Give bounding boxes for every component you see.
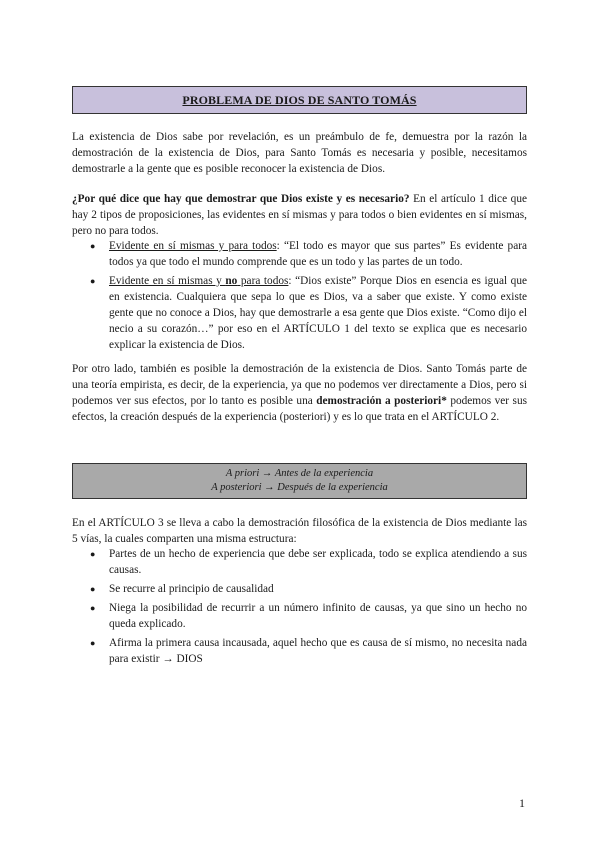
list-item [72,273,527,353]
bullet-icon: ● [90,241,96,251]
list-item [72,600,527,632]
list-item-text: Afirma la primera causa incausada, aquel hecho que es causa de sí mismo, no necesita nada para existir → DIOS [109,637,527,665]
question-text: ¿Por qué dice que hay que demostrar que Dios existe y es necesario? [72,193,410,205]
definition-line-aposteriori: A posteriori → Después de la experiencia [211,482,388,493]
five-ways-list [72,546,527,670]
proposition-label-b: para todos [237,275,289,287]
definition-line-apriori: A priori → Antes de la experiencia [225,468,374,479]
article3-paragraph: En el ARTÍCULO 3 se lleva a cabo la demostración filosófica de la existencia de Dios mediante las 5 vías, la cuales comparten una misma estructura: [72,517,527,545]
aposteriori-text-a: Por otro lado, también es posible la demostración de la existencia de Dios. Santo Tomás parte de una teoría empirista, es decir, de la experiencia, ya que no podemos ver directamente a Dios, pero si podemos ver sus efectos, por lo tanto es posible una [72,363,527,407]
list-item-text: Niega la posibilidad de recurrir a un número infinito de causas, ya que sino un hecho no queda explicado. [109,602,527,630]
intro-paragraph: La existencia de Dios sabe por revelación, es un preámbulo de fe, demuestra por la razón la demostración de la existencia de Dios, para Santo Tomás es necesaria y posible, necesitamos demostrarle a la gente que es posible reconocer la existencia de Dios. [72,131,527,175]
title-box [72,86,527,114]
list-item [72,238,527,270]
proposition-label-no: no [225,275,238,287]
list-item-text: Se recurre al principio de causalidad [109,583,274,595]
proposition-label: Evidente en sí mismas y para todos [109,240,277,252]
proposition-text: : “El todo es mayor que sus partes” Es evidente para todos ya que todo el mundo comprende que es un todo y las partes de un todo. [109,240,527,268]
propositions-list [72,238,527,356]
bullet-icon: ● [90,549,96,559]
page-number: 1 [519,796,525,810]
aposteriori-text-b: podemos ver sus efectos, la creación después de la experiencia (posteriori) y es lo que trata en el ARTÍCULO 2. [72,395,527,423]
list-item-text: Partes de un hecho de experiencia que debe ser explicada, todo se explica atendiendo a sus causas. [109,548,527,576]
list-item [72,635,527,667]
question-rest: En el artículo 1 dice que hay 2 tipos de proposiciones, las evidentes en sí mismas y para todos o bien evidentes en sí mismas, pero no para todos. [72,193,527,237]
aposteriori-paragraph [72,361,527,425]
definition-box [72,463,527,499]
bullet-icon: ● [90,584,96,594]
bullet-icon: ● [90,603,96,613]
list-item [72,546,527,578]
bullet-icon: ● [90,638,96,648]
aposteriori-bold: demostración a posteriori* [316,395,447,407]
page-title: PROBLEMA DE DIOS DE SANTO TOMÁS [182,92,417,107]
proposition-label-a: Evidente en sí mismas y [109,275,226,287]
bullet-icon: ● [90,276,96,286]
question-paragraph [72,191,527,239]
list-item [72,581,527,597]
proposition-text: : “Dios existe” Porque Dios en esencia es igual que en existencia. Cualquiera que sepa lo que es Dios, va a saber que existe. Y como existe gente que no conoce a Dios, hay que demostrarle a esa gente que Dios existe. “Como dijo el necio a su corazón…” por eso en el ARTÍCULO 1 del texto se explica que es necesario explicar la existencia de Dios. [109,275,527,351]
